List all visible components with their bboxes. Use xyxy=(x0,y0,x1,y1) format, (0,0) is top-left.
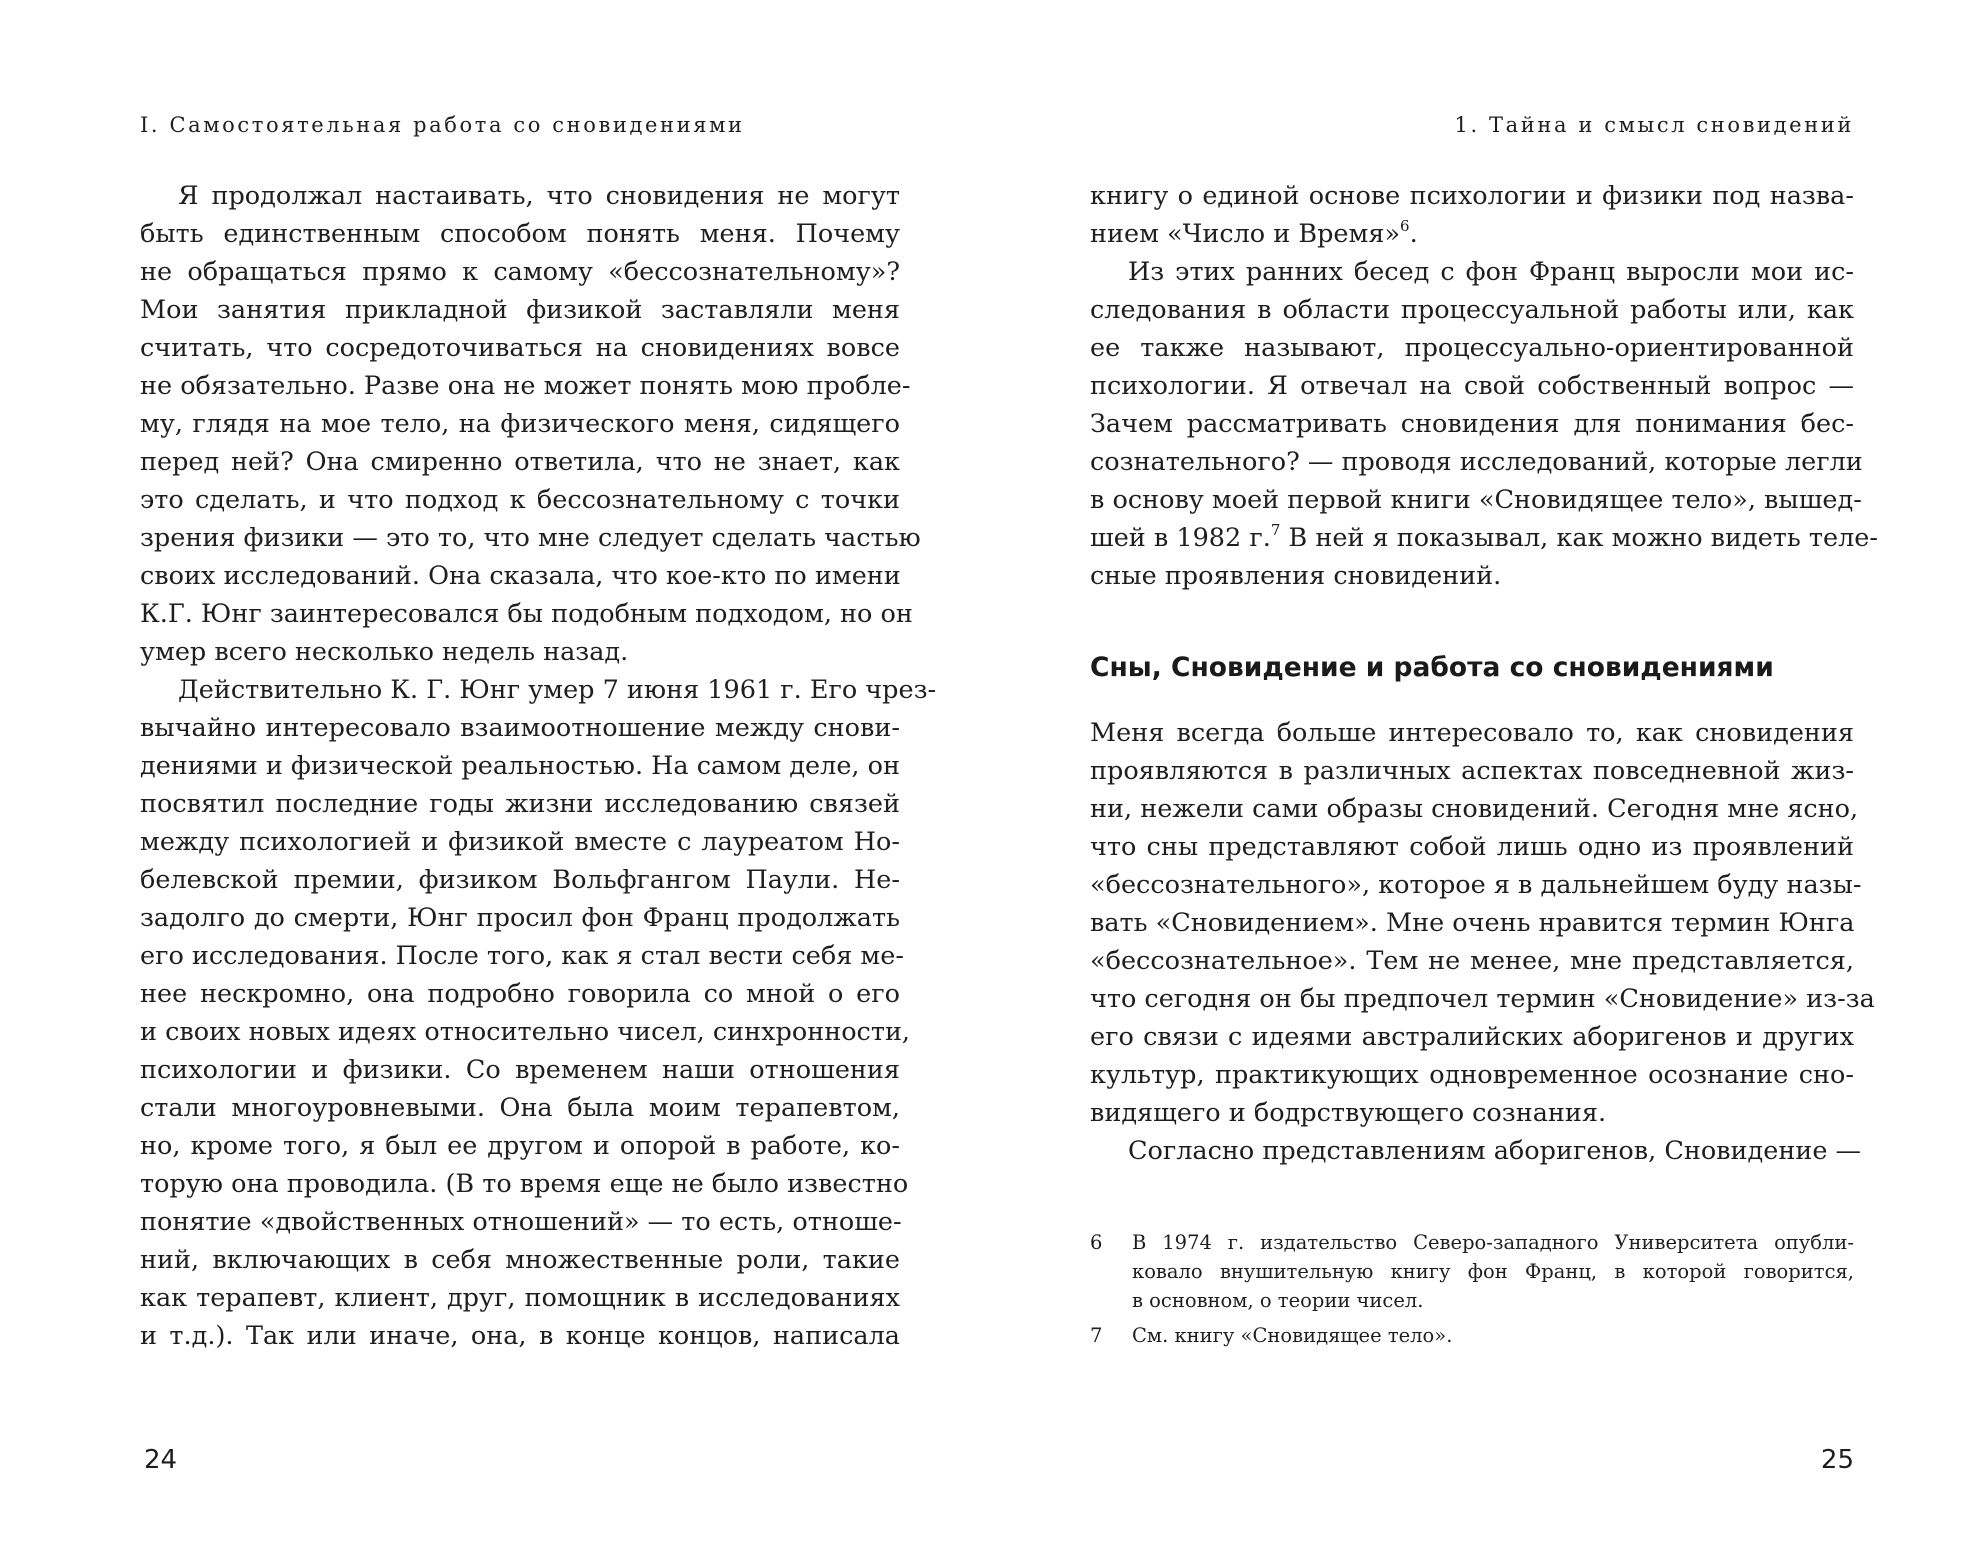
text-line: ее также называют, процессуально-ориентированной xyxy=(1090,333,1854,363)
text-line: психологии. Я отвечал на свой собственный вопрос — xyxy=(1090,371,1854,401)
text-line: как терапевт, клиент, друг, помощник в исследованиях xyxy=(140,1283,900,1313)
text-line: культур, практикующих одновременное осознание сно- xyxy=(1090,1060,1854,1090)
text-line: перед ней? Она смиренно ответила, что не знает, как xyxy=(140,447,900,477)
text-line: ний, включающих в себя множественные роли, такие xyxy=(140,1245,900,1275)
footnotes xyxy=(1090,1228,1854,1350)
text-line: считать, что сосредоточиваться на сновидениях вовсе xyxy=(140,333,900,363)
text-line: К.Г. Юнг заинтересовался бы подобным подходом, но он xyxy=(140,599,913,629)
footnote-6 xyxy=(1090,1228,1854,1315)
text-line: понятие «двойственных отношений» — то есть, отноше- xyxy=(140,1207,902,1237)
text-line: своих исследований. Она сказала, что кое-кто по имени xyxy=(140,561,901,591)
text-line: Я продолжал настаивать, что сновидения не могут xyxy=(178,181,900,211)
text-line: Согласно представлениям аборигенов, Сновидение — xyxy=(1128,1136,1862,1166)
text-line: сные проявления сновидений. xyxy=(1090,561,1502,591)
page-number-left: 24 xyxy=(144,1445,178,1475)
running-head-left: I. Самостоятельная работа со сновидениями xyxy=(140,113,745,137)
footnote-line: См. книгу «Сновидящее тело». xyxy=(1132,1324,1453,1347)
footnote-number: 7 xyxy=(1090,1324,1103,1347)
text-line: торую она проводила. (В то время еще не было известно xyxy=(140,1169,909,1199)
text-line: «бессознательного», которое я в дальнейшем буду назы- xyxy=(1090,870,1862,900)
text-line: белевской премии, физиком Вольфгангом Паули. Не- xyxy=(140,865,900,895)
text-line xyxy=(1090,519,1879,557)
text-line: что сны представляют собой лишь одно из проявлений xyxy=(1090,832,1854,862)
footnote-7 xyxy=(1090,1321,1854,1350)
text-line: Меня всегда больше интересовало то, как сновидения xyxy=(1090,718,1854,748)
text-line: вать «Сновидением». Мне очень нравится термин Юнга xyxy=(1090,908,1855,938)
text-line: вычайно интересовало взаимоотношение между снови- xyxy=(140,713,900,743)
text-line: дениями и физической реальностью. На самом деле, он xyxy=(140,751,900,781)
text-line: задолго до смерти, Юнг просил фон Франц продолжать xyxy=(140,903,900,933)
footnote-line: в основном, о теории чисел. xyxy=(1132,1289,1424,1312)
text-line: Мои занятия прикладной физикой заставляли меня xyxy=(140,295,900,325)
text-line: Действительно К. Г. Юнг умер 7 июня 1961 г. Его чрез- xyxy=(178,675,937,705)
text-line xyxy=(1090,215,1854,253)
text-line: ни, нежели сами образы сновидений. Сегодня мне ясно, xyxy=(1090,794,1859,824)
text-line: видящего и бодрствующего сознания. xyxy=(1090,1098,1607,1128)
footnote-line: ковало внушительную книгу фон Франц, в которой говорится, xyxy=(1132,1260,1854,1283)
text-line: следования в области процессуальной работы или, как xyxy=(1090,295,1854,325)
text-fragment: нием «Число и Время» xyxy=(1090,219,1401,249)
text-line: Из этих ранних бесед с фон Франц выросли мои ис- xyxy=(1128,257,1854,287)
text-line: но, кроме того, я был ее другом и опорой в работе, ко- xyxy=(140,1131,900,1161)
footnote-ref-7[interactable]: 7 xyxy=(1270,521,1281,539)
text-line: сознательного? — проводя исследований, которые легли xyxy=(1090,447,1863,477)
text-line: посвятил последние годы жизни исследованию связей xyxy=(140,789,900,819)
text-line: не обращаться прямо к самому «бессознательному»? xyxy=(140,257,900,287)
right-page xyxy=(1090,0,1879,1562)
text-line: психологии и физики. Со временем наши отношения xyxy=(140,1055,900,1085)
text-fragment: . xyxy=(1409,219,1418,249)
text-line: Зачем рассматривать сновидения для понимания бес- xyxy=(1090,409,1854,439)
page-number-right: 25 xyxy=(1820,1445,1854,1475)
text-line: между психологией и физикой вместе с лауреатом Но- xyxy=(140,827,900,857)
left-page xyxy=(140,0,937,1562)
text-line: стали многоуровневыми. Она была моим терапевтом, xyxy=(140,1093,900,1123)
text-fragment: шей в 1982 г. xyxy=(1090,523,1271,553)
text-line: не обязательно. Разве она не может понять мою пробле- xyxy=(140,371,911,401)
footnote-number: 6 xyxy=(1090,1231,1103,1254)
text-line: это сделать, и что подход к бессознательному с точки xyxy=(140,485,900,515)
text-line: и своих новых идеях относительно чисел, синхронности, xyxy=(140,1017,911,1047)
section-heading: Сны, Сновидение и работа со сновидениями xyxy=(1090,652,1774,683)
text-fragment: В ней я показывал, как можно видеть теле- xyxy=(1280,523,1879,553)
right-page-body-bottom xyxy=(1090,714,1875,1170)
text-line: и т.д.). Так или иначе, она, в конце концов, написала xyxy=(140,1321,900,1351)
text-line: его связи с идеями австралийских аборигенов и других xyxy=(1090,1022,1854,1052)
text-line: книгу о единой основе психологии и физики под назва- xyxy=(1090,181,1854,211)
footnote-line: В 1974 г. издательство Северо-западного Университета опубли- xyxy=(1132,1231,1854,1254)
text-line: проявляются в различных аспектах повседневной жиз- xyxy=(1090,756,1854,786)
text-line: быть единственным способом понять меня. Почему xyxy=(140,219,900,249)
footnote-ref-6[interactable]: 6 xyxy=(1400,217,1410,235)
text-line: в основу моей первой книги «Сновидящее тело», вышед- xyxy=(1090,485,1862,515)
text-line: зрения физики — это то, что мне следует сделать частью xyxy=(140,523,921,553)
text-line: му, глядя на мое тело, на физического меня, сидящего xyxy=(140,409,900,439)
left-page-body xyxy=(140,177,937,1355)
text-line: умер всего несколько недель назад. xyxy=(140,637,629,667)
text-line: что сегодня он бы предпочел термин «Сновидение» из-за xyxy=(1090,984,1875,1014)
text-line: нее нескромно, она подробно говорила со мной о его xyxy=(140,979,900,1009)
right-page-body-top xyxy=(1090,177,1879,595)
running-head-right: 1. Тайна и смысл сновидений xyxy=(1454,113,1854,137)
text-line: «бессознательное». Тем не менее, мне представляется, xyxy=(1090,946,1854,976)
text-line: его исследования. После того, как я стал вести себя ме- xyxy=(140,941,904,971)
